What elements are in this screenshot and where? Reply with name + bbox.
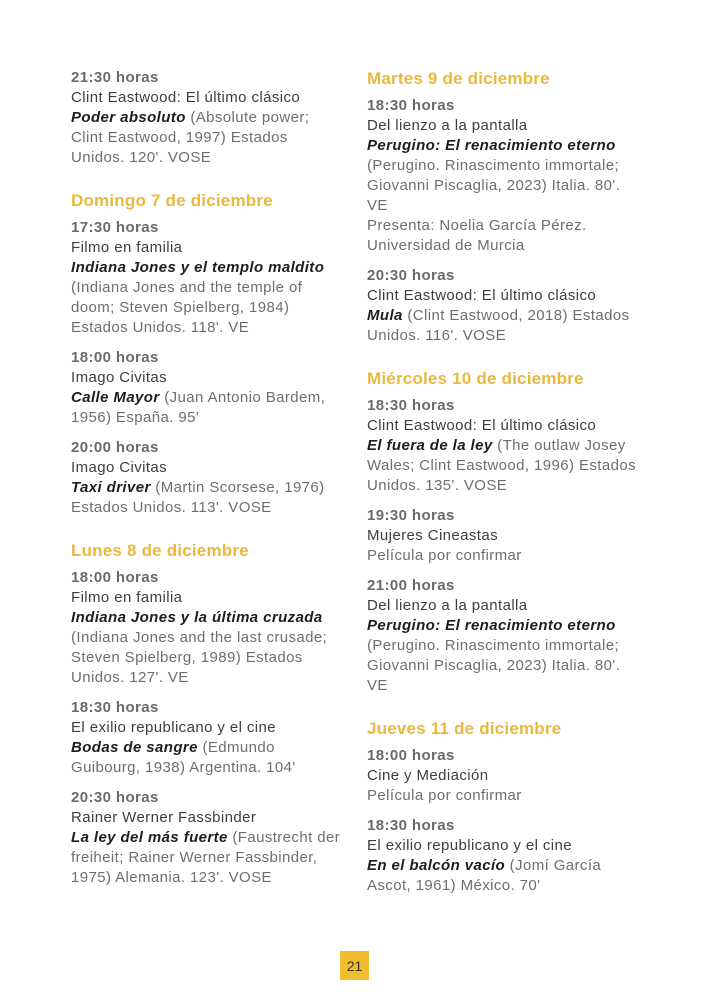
film-line bbox=[71, 738, 345, 778]
event-time: 17:30 horas bbox=[71, 219, 159, 236]
event-strand: El exilio republicano y el cine bbox=[71, 719, 277, 736]
film-info: (Indiana Jones and the last crusade; Steven Spielberg, 1989) Estados Unidos. 127'. VE bbox=[71, 629, 328, 686]
film-line bbox=[71, 828, 345, 888]
film-info: (Edmundo Guibourg, 1938) Argentina. 104' bbox=[71, 739, 296, 776]
film-info: (Martin Scorsese, 1976) Estados Unidos. 113'. VOSE bbox=[71, 479, 325, 516]
programme-columns bbox=[71, 68, 641, 906]
film-title: Bodas de sangre bbox=[71, 739, 198, 756]
event bbox=[367, 816, 641, 896]
event bbox=[71, 438, 345, 518]
film-info: (Absolute power; Clint Eastwood, 1997) Estados Unidos. 120'. VOSE bbox=[71, 109, 310, 166]
film-title: Perugino: El renacimiento eterno bbox=[367, 137, 616, 154]
page-number-badge bbox=[340, 951, 369, 980]
event-time: 18:30 horas bbox=[367, 97, 455, 114]
section-miercoles-10 bbox=[367, 368, 641, 696]
film-title: Taxi driver bbox=[71, 479, 151, 496]
film-info: (The outlaw Josey Wales; Clint Eastwood, 1996) Estados Unidos. 135'. VOSE bbox=[367, 437, 636, 494]
film-info: Película por confirmar bbox=[367, 787, 522, 804]
event bbox=[71, 348, 345, 428]
film-title: Calle Mayor bbox=[71, 389, 160, 406]
film-info: (Clint Eastwood, 2018) Estados Unidos. 116'. VOSE bbox=[367, 307, 630, 344]
film-info: (Indiana Jones and the temple of doom; Steven Spielberg, 1984) Estados Unidos. 118'. VE bbox=[71, 279, 303, 336]
event bbox=[367, 746, 641, 806]
event bbox=[367, 506, 641, 566]
date-header: Miércoles 10 de diciembre bbox=[367, 369, 584, 388]
film-info: (Perugino. Rinascimento immortale; Giovanni Piscaglia, 2023) Italia. 80'. VE bbox=[367, 637, 621, 694]
event-time: 20:00 horas bbox=[71, 439, 159, 456]
event-time: 20:30 horas bbox=[71, 789, 159, 806]
event-strand: Del lienzo a la pantalla bbox=[367, 597, 528, 614]
film-line bbox=[367, 136, 641, 216]
event bbox=[71, 218, 345, 338]
film-line bbox=[367, 306, 641, 346]
film-line bbox=[71, 608, 345, 688]
film-title: En el balcón vacío bbox=[367, 857, 506, 874]
film-info: (Faustrecht der freiheit; Rainer Werner Fassbinder, 1975) Alemania. 123'. VOSE bbox=[71, 829, 341, 886]
film-line bbox=[367, 546, 641, 566]
event-time: 21:30 horas bbox=[71, 69, 159, 86]
event-time: 21:00 horas bbox=[367, 577, 455, 594]
event-time: 18:30 horas bbox=[367, 817, 455, 834]
film-line bbox=[71, 388, 345, 428]
event-time: 18:00 horas bbox=[71, 349, 159, 366]
event-time: 18:30 horas bbox=[367, 397, 455, 414]
film-title: Poder absoluto bbox=[71, 109, 186, 126]
film-info: Película por confirmar bbox=[367, 547, 522, 564]
event-strand: Cine y Mediación bbox=[367, 767, 489, 784]
event-strand: Filmo en familia bbox=[71, 239, 183, 256]
column-left bbox=[71, 68, 345, 906]
date-header: Jueves 11 de diciembre bbox=[367, 719, 562, 738]
event bbox=[367, 396, 641, 496]
film-title: Perugino: El renacimiento eterno bbox=[367, 617, 616, 634]
film-title: Indiana Jones y la última cruzada bbox=[71, 609, 323, 626]
event bbox=[367, 266, 641, 346]
event-strand: Clint Eastwood: El último clásico bbox=[367, 287, 597, 304]
event bbox=[71, 698, 345, 778]
film-title: El fuera de la ley bbox=[367, 437, 493, 454]
event-strand: Imago Civitas bbox=[71, 369, 168, 386]
event bbox=[71, 788, 345, 888]
film-line bbox=[71, 108, 345, 168]
film-line bbox=[367, 616, 641, 696]
section-domingo-7 bbox=[71, 190, 345, 518]
film-title: Indiana Jones y el templo maldito bbox=[71, 259, 325, 276]
film-line bbox=[367, 856, 641, 896]
film-info: (Perugino. Rinascimento immortale; Giovanni Piscaglia, 2023) Italia. 80'. VE bbox=[367, 157, 621, 214]
event-note: Presenta: Noelia García Pérez. Universidad de Murcia bbox=[367, 217, 587, 254]
event-time: 20:30 horas bbox=[367, 267, 455, 284]
date-header: Lunes 8 de diciembre bbox=[71, 541, 249, 560]
event-strand: Clint Eastwood: El último clásico bbox=[367, 417, 597, 434]
section-jueves-11 bbox=[367, 718, 641, 896]
film-line bbox=[367, 786, 641, 806]
event bbox=[71, 68, 345, 168]
event bbox=[367, 576, 641, 696]
event-time: 18:00 horas bbox=[71, 569, 159, 586]
event-time: 18:00 horas bbox=[367, 747, 455, 764]
section-lunes-8 bbox=[71, 540, 345, 888]
event bbox=[71, 568, 345, 688]
event-time: 19:30 horas bbox=[367, 507, 455, 524]
section-martes-9 bbox=[367, 68, 641, 346]
date-header: Martes 9 de diciembre bbox=[367, 69, 550, 88]
column-right bbox=[367, 68, 641, 906]
event-strand: Del lienzo a la pantalla bbox=[367, 117, 528, 134]
film-info: (Juan Antonio Bardem, 1956) España. 95' bbox=[71, 389, 326, 426]
event-strand: Mujeres Cineastas bbox=[367, 527, 499, 544]
event-strand: Imago Civitas bbox=[71, 459, 168, 476]
section-continued bbox=[71, 68, 345, 168]
film-title: Mula bbox=[367, 307, 403, 324]
film-title: La ley del más fuerte bbox=[71, 829, 228, 846]
event-strand: Clint Eastwood: El último clásico bbox=[71, 89, 301, 106]
date-header: Domingo 7 de diciembre bbox=[71, 191, 273, 210]
event-time: 18:30 horas bbox=[71, 699, 159, 716]
event-strand: Rainer Werner Fassbinder bbox=[71, 809, 257, 826]
event bbox=[367, 96, 641, 256]
film-info: (Jomí García Ascot, 1961) México. 70' bbox=[367, 857, 602, 894]
film-line bbox=[71, 478, 345, 518]
page-number: 21 bbox=[346, 957, 363, 974]
event-strand: Filmo en familia bbox=[71, 589, 183, 606]
event-strand: El exilio republicano y el cine bbox=[367, 837, 573, 854]
film-line bbox=[367, 436, 641, 496]
film-line bbox=[71, 258, 345, 338]
